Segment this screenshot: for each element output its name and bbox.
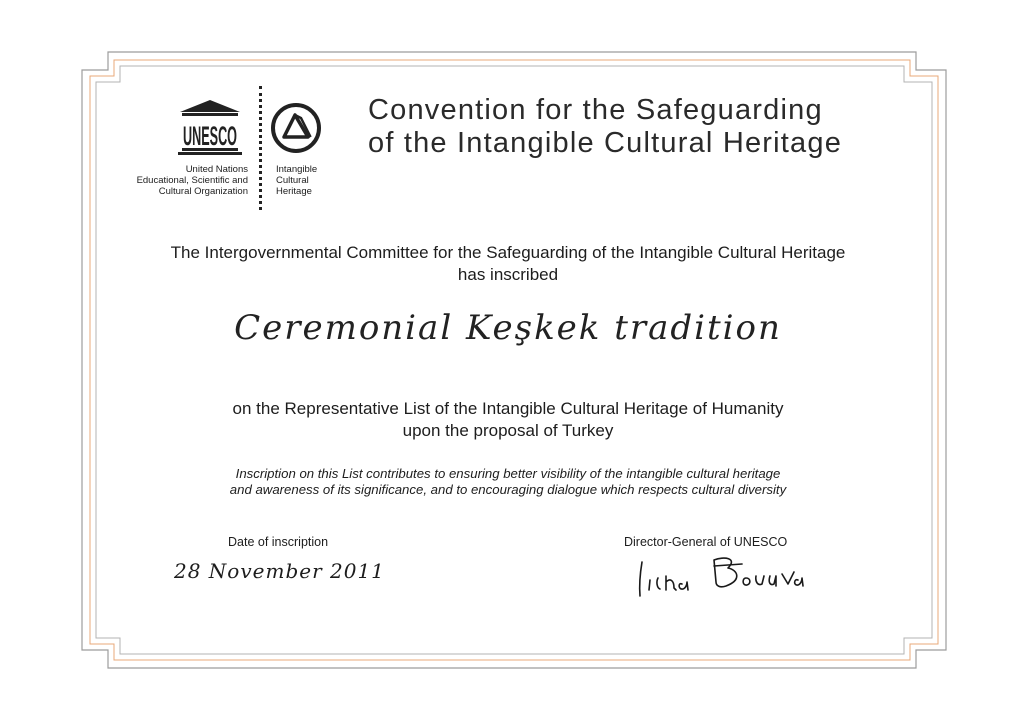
ich-emblem-icon [270,102,322,154]
ich-line: Intangible [276,164,318,175]
note-line: Inscription on this List contributes to ensuring better visibility of the intangible cultural heritage [235,466,781,481]
unesco-line: Cultural Organization [158,186,248,197]
director-general-label: Director-General of UNESCO [624,535,788,549]
list-line: upon the proposal of Turkey [402,421,614,440]
unesco-temple-logo [176,98,244,156]
date-of-inscription-value: 28 November 2011 [174,559,385,583]
ich-line: Cultural [276,175,309,186]
logo-divider [259,86,262,210]
convention-title-line: of the Intangible Cultural Heritage [368,127,843,159]
unesco-wordmark: UNESCO [183,121,237,151]
committee-line: has inscribed [457,265,559,284]
list-line: on the Representative List of the Intangible Cultural Heritage of Humanity [232,399,784,418]
inscribed-element-name: Ceremonial Keşkek tradition [234,308,782,348]
committee-line: The Intergovernmental Committee for the Safeguarding of the Intangible Cultural Heritage [170,243,846,262]
unesco-organization-name [104,164,248,197]
convention-title [368,94,928,160]
date-of-inscription-label: Date of inscription [228,535,329,549]
unesco-line: Educational, Scientific and [136,175,248,186]
inscription-note [100,466,916,498]
note-line: and awareness of its significance, and to encouraging dialogue which respects cultural diversity [229,482,787,497]
ich-line: Heritage [276,186,312,197]
convention-title-line: Convention for the Safeguarding [368,94,823,126]
ich-label [276,164,346,197]
unesco-line: United Nations [185,164,248,175]
director-general-signature [630,552,810,602]
committee-statement [100,242,916,286]
representative-list-statement [100,398,916,442]
